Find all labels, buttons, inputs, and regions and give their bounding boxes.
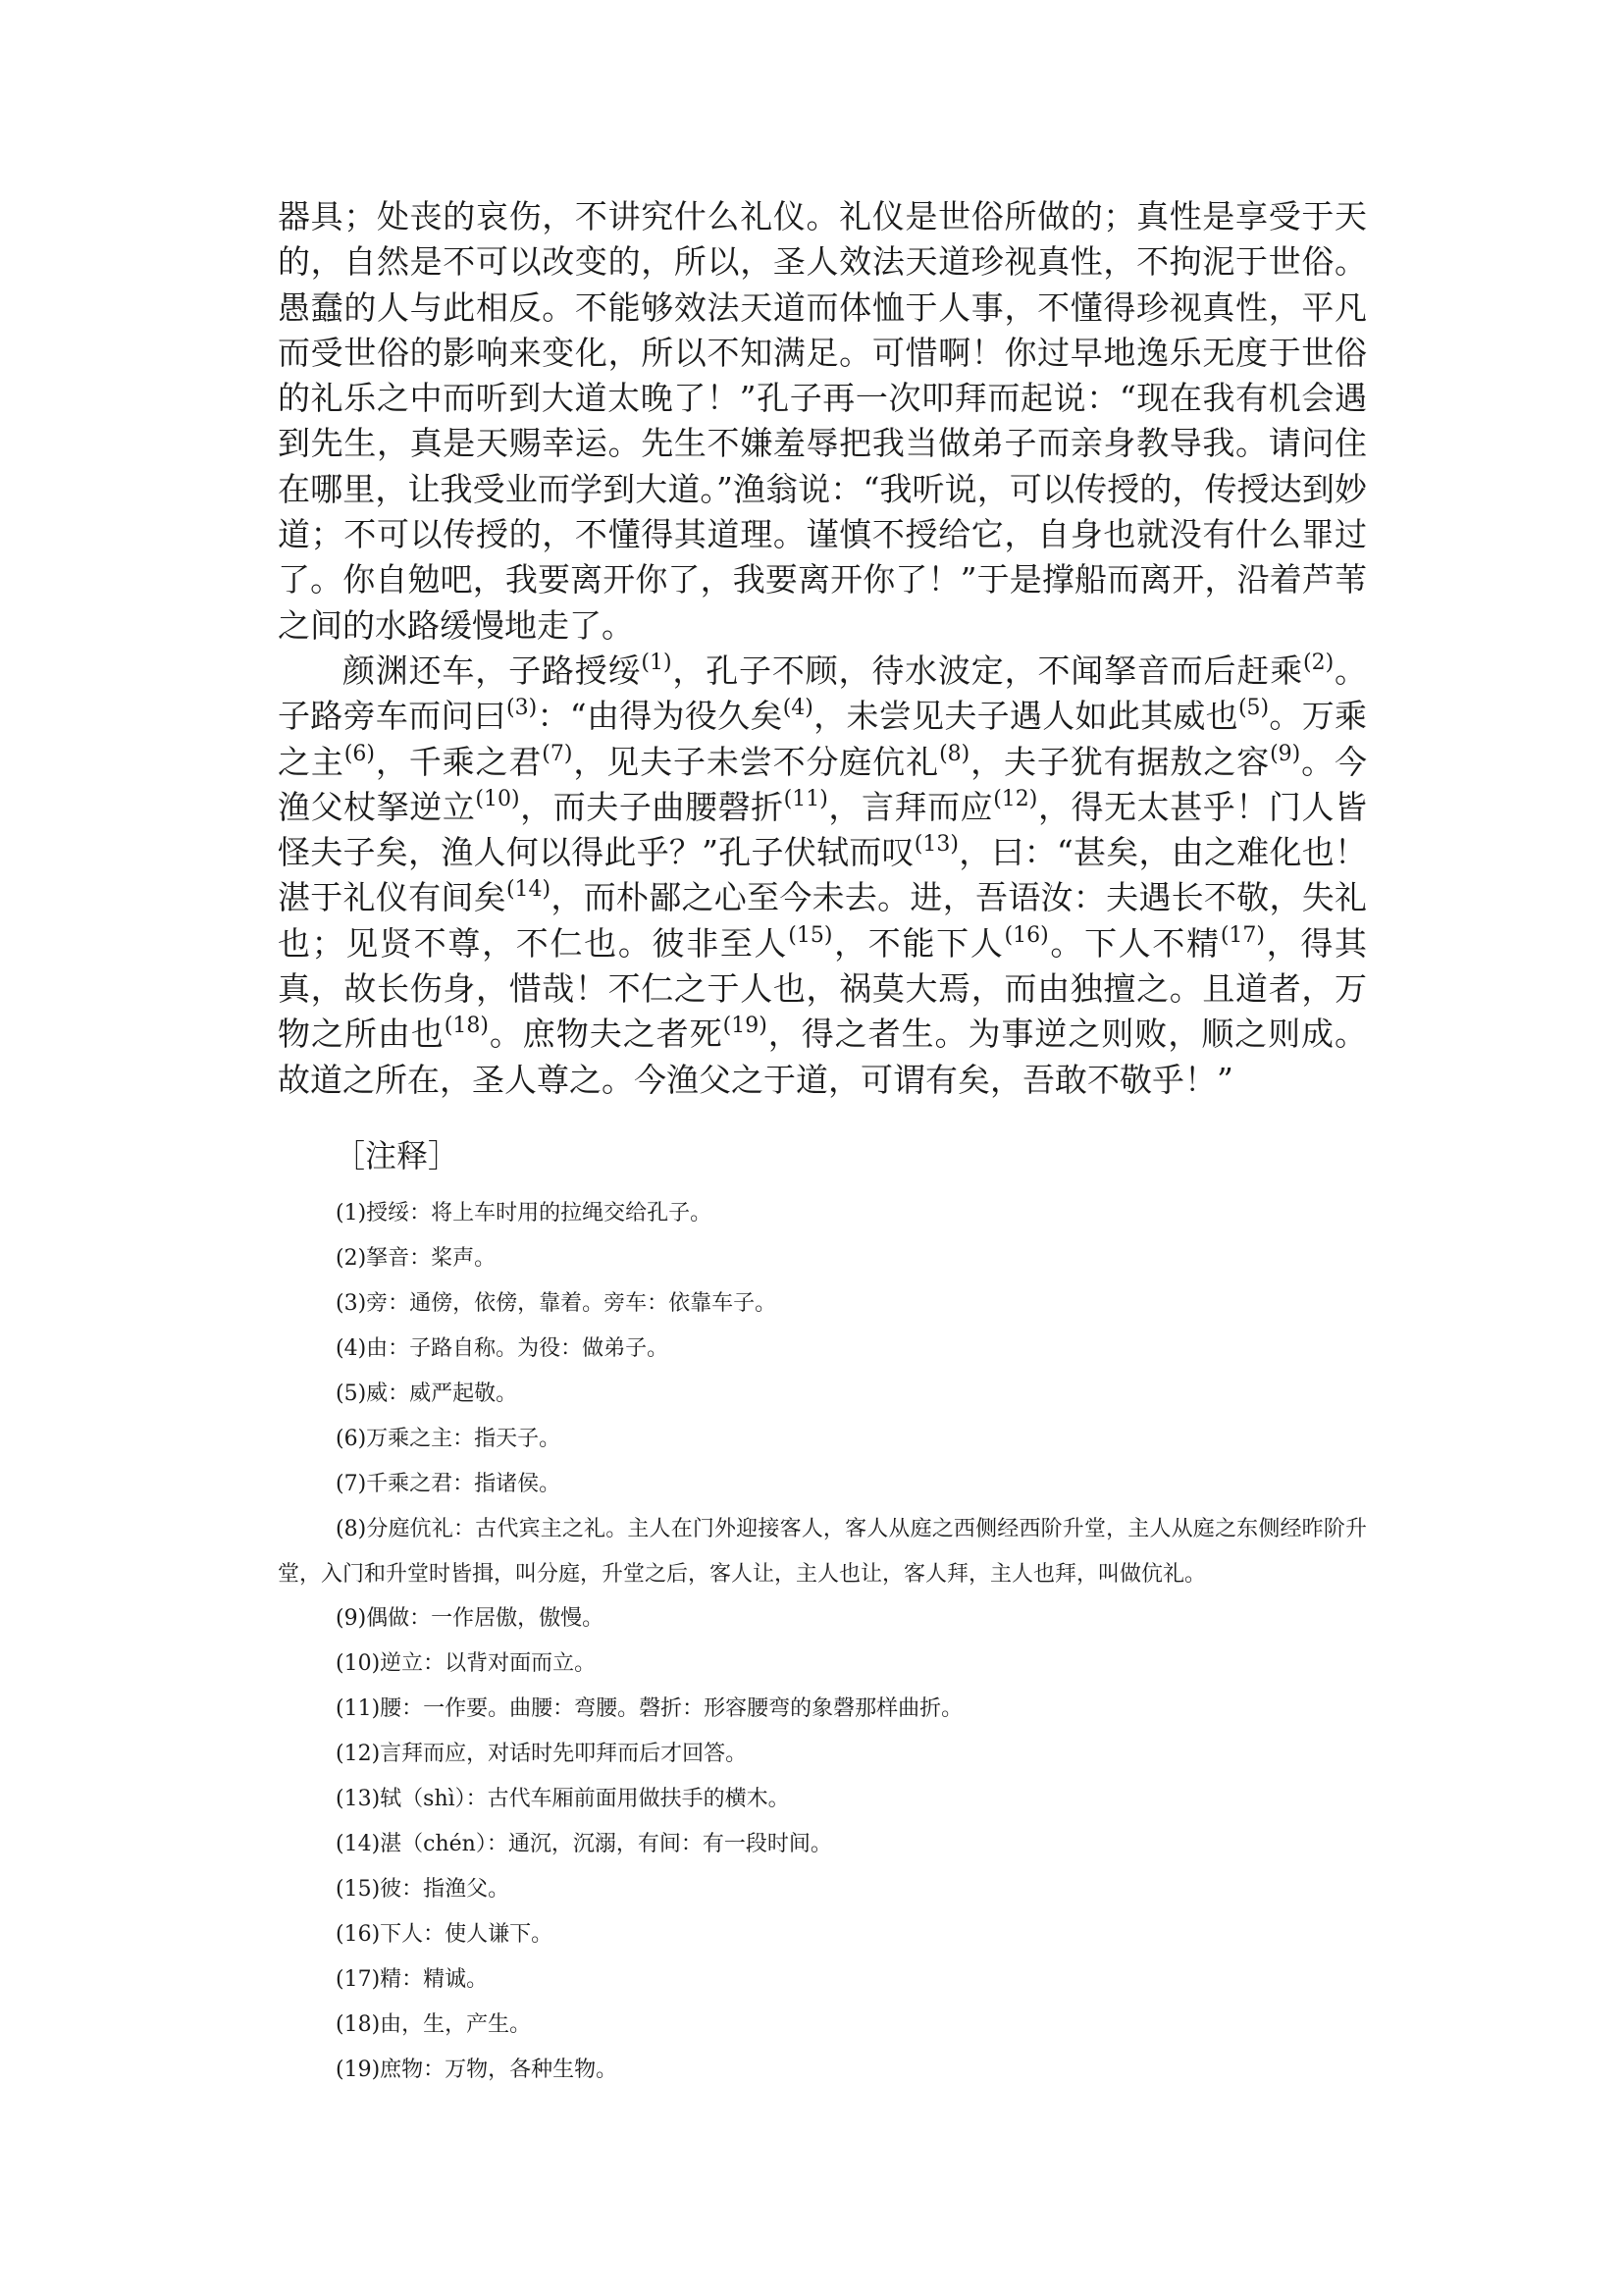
note-14: (14)湛（chén）：通沉，沉溺，有间：有一段时间。 xyxy=(336,1832,832,1856)
note-8: (8)分庭伉礼：古代宾主之礼。主人在门外迎接客人，客人从庭之西侧经西阶升堂，主人从庭之东侧经昨阶升堂，入门和升堂时皆揖，叫分庭，升堂之后，客人让，主人也让，客人拜，主人也拜，叫做伉礼。 xyxy=(278,1517,1367,1587)
footnote-marker: (19) xyxy=(722,1014,767,1039)
paragraph-2-segment: ，得无太甚乎！门人皆怪夫子矣，渔人何以得此乎？”孔子伏轼而叹 xyxy=(278,787,1368,872)
footnote-marker: (1) xyxy=(641,650,672,675)
paragraph-2-segment: ，见夫子未尝不分庭伉礼 xyxy=(572,742,940,781)
footnote-marker: (10) xyxy=(475,786,520,811)
footnote-marker: (15) xyxy=(788,922,833,948)
footnote-marker: (9) xyxy=(1270,741,1301,766)
paragraph-2-segment: ，千乘之君 xyxy=(374,742,543,781)
note-12: (12)言拜而应，对话时先叩拜而后才回答。 xyxy=(336,1742,748,1766)
paragraph-2-segment: 。子路旁车而问曰 xyxy=(278,651,1368,736)
footnote-marker: (5) xyxy=(1237,696,1270,721)
note-16: (16)下人：使人谦下。 xyxy=(336,1922,553,1947)
note-10: (10)逆立：以背对面而立。 xyxy=(336,1651,597,1676)
paragraph-2-segment: ，得之者生。为事逆之则败，顺之则成。故道之所在，圣人尊之。今渔父之于道，可谓有矣，吾敢不敬乎！” xyxy=(278,1015,1368,1099)
note-17: (17)精：精诚。 xyxy=(336,1967,489,1992)
paragraph-2 xyxy=(278,649,1367,1103)
paragraph-2-segment: ，夫子犹有据敖之容 xyxy=(969,742,1271,781)
notes-list xyxy=(278,1191,1367,2093)
paragraph-1: 器具；处丧的哀伤，不讲究什么礼仪。礼仪是世俗所做的；真性是享受于天的，自然是不可以改变的，所以，圣人效法天道珍视真性，不拘泥于世俗。愚蠢的人与此相反。不能够效法天道而体恤于人事，不懂得珍视真性，平凡而受世俗的影响来变化，所以不知满足。可惜啊！你过早地逸乐无度于世俗的礼乐之中而听到大道太晚了！”孔子再一次叩拜而起说：“现在我有机会遇到先生，真是天赐幸运。先生不嫌羞辱把我当做弟子而亲身教导我。请问住在哪里，让我受业而学到大道。”渔翁说：“我听说，可以传授的，传授达到妙道；不可以传授的，不懂得其道理。谨慎不授给它，自身也就没有什么罪过了。你自勉吧，我要离开你了，我要离开你了！”于是撑船而离开，沿着芦苇之间的水路缓慢地走了。 xyxy=(278,197,1367,645)
paragraph-2-segment: ，得其真，故长伤身，惜哉！不仁之于人也，祸莫大焉，而由独擅之。且道者，万物之所由也 xyxy=(278,923,1368,1054)
paragraph-2-segment: 颜渊还车，子路授绥 xyxy=(342,651,642,690)
footnote-marker: (12) xyxy=(993,786,1038,811)
note-1: (1)授绥：将上车时用的拉绳交给孔子。 xyxy=(336,1201,712,1225)
footnote-marker: (7) xyxy=(542,741,573,766)
footnote-marker: (2) xyxy=(1303,650,1335,675)
note-4: (4)由：子路自称。为役：做弟子。 xyxy=(336,1336,669,1361)
paragraph-2-segment: ，而夫子曲腰磬折 xyxy=(519,787,784,826)
paragraph-2-segment: ，而朴鄙之心至今未去。进，吾语汝：夫遇长不敬，失礼也；见贤不尊，不仁也。彼非至人 xyxy=(278,878,1368,963)
paragraph-2-segment: ，不能下人 xyxy=(832,923,1005,963)
paragraph-2-segment: 。下人不精 xyxy=(1048,923,1221,963)
paragraph-2-segment: 。今渔父杖拏逆立 xyxy=(278,742,1368,826)
note-3: (3)旁：通傍，依傍，靠着。旁车：依靠车子。 xyxy=(336,1291,777,1316)
paragraph-2-segment: ：“由得为役久矣 xyxy=(537,697,783,736)
footnote-marker: (16) xyxy=(1004,922,1049,948)
footnote-marker: (18) xyxy=(444,1014,489,1039)
note-2: (2)拏音：桨声。 xyxy=(336,1246,497,1271)
paragraph-2-segment: 。庶物夫之者死 xyxy=(488,1015,723,1054)
paragraph-2-segment: ，未尝见夫子遇人如此其威也 xyxy=(812,697,1238,736)
paragraph-2-segment: ，孔子不顾，待水波定，不闻拏音而后赶乘 xyxy=(671,651,1304,690)
note-5: (5)威：威严起敬。 xyxy=(336,1382,518,1406)
footnote-marker: (6) xyxy=(343,741,375,766)
note-7: (7)千乘之君：指诸侯。 xyxy=(336,1472,561,1496)
note-9: (9)偶做：一作居傲，傲慢。 xyxy=(336,1606,604,1631)
note-11: (11)腰：一作要。曲腰：弯腰。磬折：形容腰弯的象磬那样曲折。 xyxy=(336,1696,964,1721)
footnote-marker: (8) xyxy=(939,741,970,766)
footnote-marker: (3) xyxy=(506,696,538,721)
footnote-marker: (17) xyxy=(1220,922,1265,948)
notes-heading: ［注释］ xyxy=(334,1137,460,1174)
paragraph-2-segment: 。万乘之主 xyxy=(278,697,1368,781)
main-text xyxy=(278,194,1367,1103)
footnote-marker: (13) xyxy=(914,832,959,858)
footnote-marker: (14) xyxy=(505,877,551,903)
note-15: (15)彼：指渔父。 xyxy=(336,1877,510,1902)
note-18: (18)由，生，产生。 xyxy=(336,2012,532,2037)
paragraph-2-segment: ，言拜而应 xyxy=(827,787,994,826)
footnote-marker: (11) xyxy=(783,786,828,811)
note-19: (19)庶物：万物，各种生物。 xyxy=(336,2058,618,2082)
footnote-marker: (4) xyxy=(782,696,813,721)
note-6: (6)万乘之主：指天子。 xyxy=(336,1427,561,1451)
paragraph-2-segment: ，曰：“甚矣，由之难化也！湛于礼仪有间矣 xyxy=(278,833,1368,917)
note-13: (13)轼（shì）：古代车厢前面用做扶手的横木。 xyxy=(336,1787,790,1811)
